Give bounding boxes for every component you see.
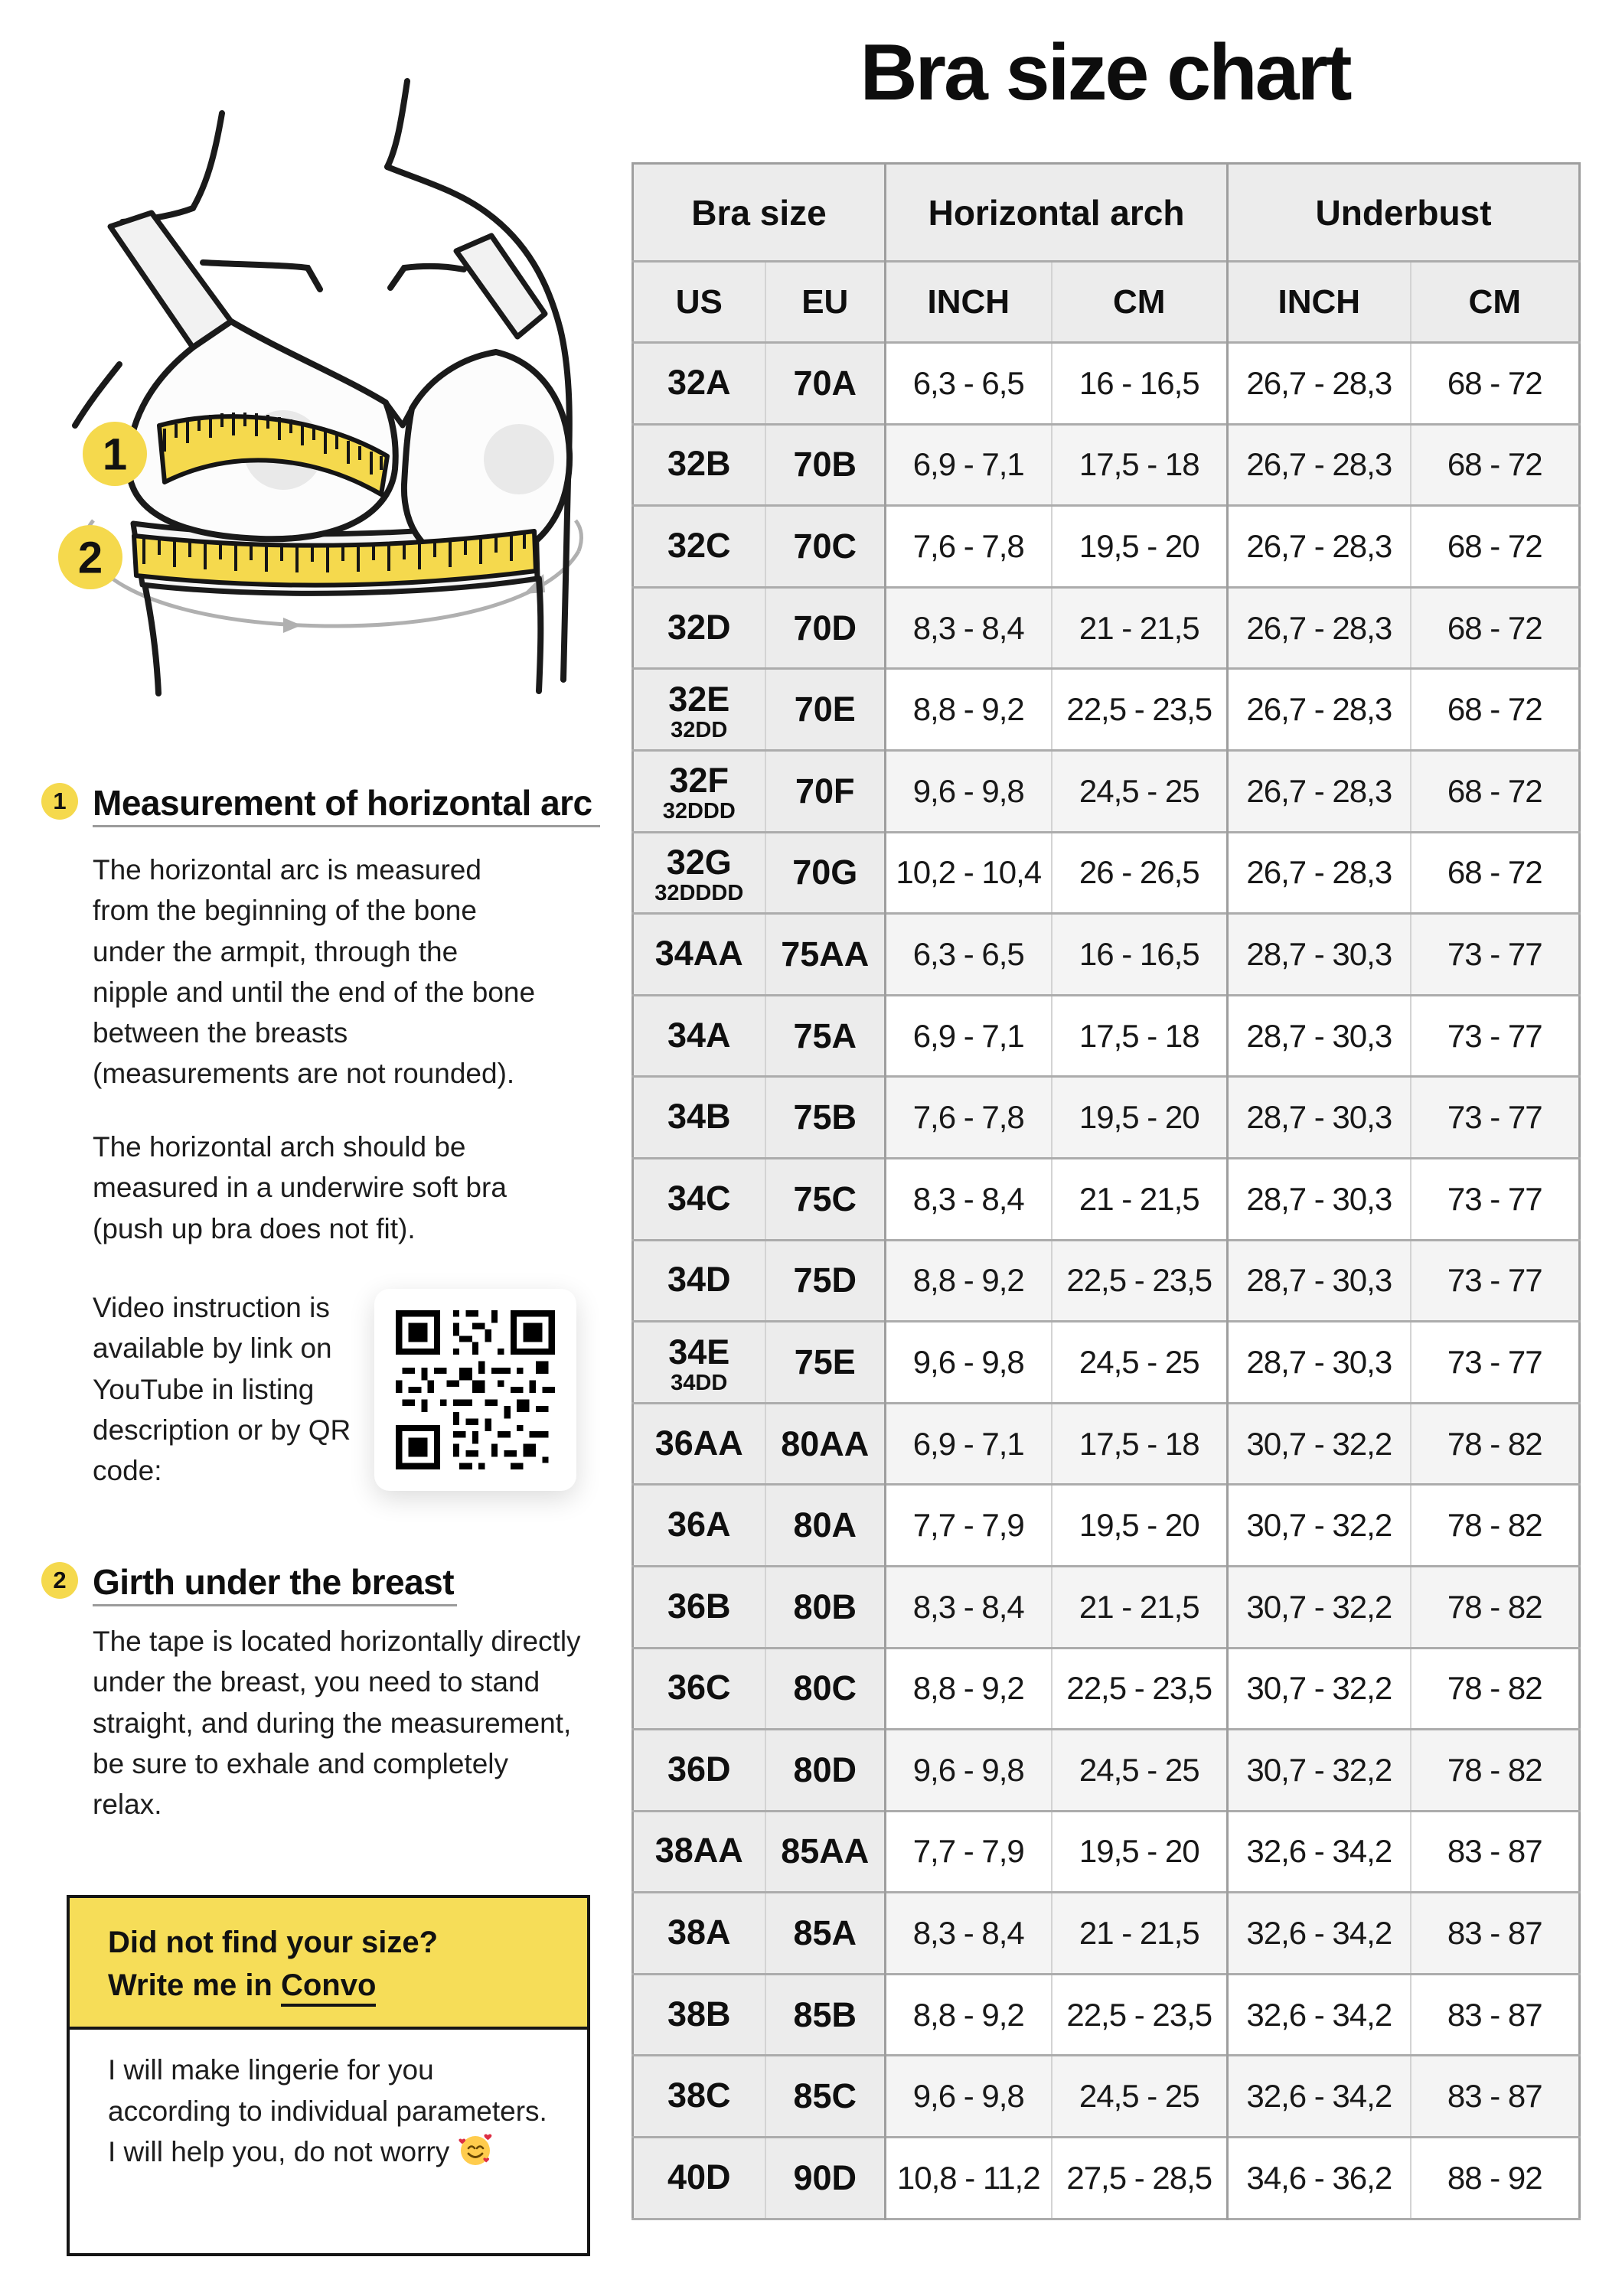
underbust-inch-cell: 32,6 - 34,2 [1228, 1974, 1411, 2056]
eu-size-cell: 80AA [765, 1403, 886, 1485]
us-size-label: 36C [667, 1668, 731, 1707]
table-row [633, 1974, 1580, 2056]
table-row [633, 995, 1580, 1077]
table-row [633, 343, 1580, 425]
us-size-label: 36D [667, 1749, 731, 1789]
us-size-cell [633, 1974, 765, 2056]
eu-size-cell: 85A [765, 1893, 886, 1975]
eu-size-cell: 85AA [765, 1811, 886, 1893]
us-size-cell [633, 1240, 765, 1322]
callout-body-text: I will make lingerie for you according to individual parameters. I will help you, do not worry [108, 2054, 547, 2168]
callout-body [70, 2030, 587, 2173]
underbust-inch-cell: 26,7 - 28,3 [1228, 750, 1411, 832]
table-row [633, 506, 1580, 588]
underbust-inch-cell: 28,7 - 30,3 [1228, 1240, 1411, 1322]
us-size-cell [633, 1730, 765, 1812]
us-size-label: 34AA [654, 933, 743, 973]
us-size-cell [633, 1077, 765, 1159]
section-1-heading: Measurement of horizontal arc [93, 783, 592, 823]
arch-cm-cell: 24,5 - 25 [1052, 2056, 1228, 2138]
us-sub-label: 32DD [671, 717, 728, 742]
eu-size-cell: 70G [765, 832, 886, 914]
arch-cm-cell: 19,5 - 20 [1052, 1077, 1228, 1159]
callout-heading [70, 1898, 587, 2030]
us-size-label: 32B [667, 444, 731, 484]
callout-heading-line-2-prefix: Write me in [108, 1968, 281, 2002]
underbust-cm-cell: 68 - 72 [1411, 424, 1580, 506]
underbust-cm-cell: 68 - 72 [1411, 506, 1580, 588]
arch-inch-cell: 10,2 - 10,4 [886, 832, 1052, 914]
eu-size-cell: 70E [765, 669, 886, 751]
arch-inch-cell: 6,9 - 7,1 [886, 995, 1052, 1077]
us-size-cell [633, 1648, 765, 1730]
table-row [633, 1322, 1580, 1404]
arch-inch-cell: 8,8 - 9,2 [886, 1974, 1052, 2056]
underbust-inch-cell: 26,7 - 28,3 [1228, 506, 1411, 588]
eu-size-cell: 75E [765, 1322, 886, 1404]
table-row [633, 1077, 1580, 1159]
table-row [633, 1485, 1580, 1567]
table-row [633, 832, 1580, 914]
arch-inch-cell: 6,3 - 6,5 [886, 343, 1052, 425]
table-row [633, 2056, 1580, 2138]
us-size-label: 32G [666, 843, 732, 882]
marker-2 [58, 525, 122, 589]
arch-cm-cell: 21 - 21,5 [1052, 587, 1228, 669]
col-header-eu: EU [765, 262, 886, 343]
section-2-number: 2 [53, 1567, 67, 1593]
arch-cm-cell: 17,5 - 18 [1052, 995, 1228, 1077]
table-row [633, 1403, 1580, 1485]
group-header-underbust: Underbust [1228, 164, 1580, 262]
underbust-inch-cell: 34,6 - 36,2 [1228, 2138, 1411, 2219]
qr-code [396, 1310, 555, 1469]
table-row [633, 424, 1580, 506]
us-size-cell [633, 1893, 765, 1975]
arch-inch-cell: 9,6 - 9,8 [886, 1730, 1052, 1812]
eu-size-cell: 75C [765, 1158, 886, 1240]
col-header-arch-cm: CM [1052, 262, 1228, 343]
size-table [632, 162, 1581, 2220]
underbust-inch-cell: 28,7 - 30,3 [1228, 1322, 1411, 1404]
us-size-label: 34C [667, 1178, 731, 1218]
convo-link[interactable]: Convo [281, 1968, 376, 2007]
underbust-cm-cell: 88 - 92 [1411, 2138, 1580, 2219]
arch-cm-cell: 26 - 26,5 [1052, 832, 1228, 914]
arch-inch-cell: 8,8 - 9,2 [886, 1240, 1052, 1322]
section-2-para-1: The tape is located horizontally directly under the breast, you need to stand straight, and during the measurement, be sure to exhale and completely relax. [93, 1626, 581, 1821]
arch-inch-cell: 8,8 - 9,2 [886, 669, 1052, 751]
underbust-inch-cell: 28,7 - 30,3 [1228, 1077, 1411, 1159]
us-size-label: 38C [667, 2076, 731, 2115]
us-size-cell [633, 1403, 765, 1485]
us-size-cell [633, 1485, 765, 1567]
underbust-inch-cell: 28,7 - 30,3 [1228, 1158, 1411, 1240]
underbust-cm-cell: 73 - 77 [1411, 995, 1580, 1077]
section-1-number: 1 [53, 788, 67, 814]
us-size-cell [633, 343, 765, 425]
section-1-number-badge [41, 783, 78, 820]
table-row [633, 1811, 1580, 1893]
underbust-cm-cell: 68 - 72 [1411, 343, 1580, 425]
arch-cm-cell: 21 - 21,5 [1052, 1566, 1228, 1648]
arch-cm-cell: 24,5 - 25 [1052, 750, 1228, 832]
us-size-label: 32D [667, 607, 731, 647]
underbust-cm-cell: 78 - 82 [1411, 1485, 1580, 1567]
callout-heading-line-2 [108, 1964, 587, 2007]
eu-size-cell: 75B [765, 1077, 886, 1159]
us-size-cell [633, 1811, 765, 1893]
underbust-inch-cell: 30,7 - 32,2 [1228, 1648, 1411, 1730]
arch-cm-cell: 24,5 - 25 [1052, 1730, 1228, 1812]
right-strap [456, 236, 545, 337]
underbust-inch-cell: 32,6 - 34,2 [1228, 1811, 1411, 1893]
us-size-label: 38AA [654, 1831, 743, 1870]
arch-cm-cell: 19,5 - 20 [1052, 506, 1228, 588]
qr-card [374, 1289, 576, 1491]
video-note: Video instruction is available by link on YouTube in listing description or by QR code: [93, 1292, 351, 1487]
eu-size-cell: 70C [765, 506, 886, 588]
arch-inch-cell: 8,3 - 8,4 [886, 1893, 1052, 1975]
eu-size-cell: 90D [765, 2138, 886, 2219]
marker-1 [83, 422, 147, 486]
underbust-cm-cell: 68 - 72 [1411, 669, 1580, 751]
size-table-body [633, 343, 1580, 2219]
arch-inch-cell: 8,3 - 8,4 [886, 587, 1052, 669]
underbust-inch-cell: 26,7 - 28,3 [1228, 669, 1411, 751]
arch-inch-cell: 8,3 - 8,4 [886, 1158, 1052, 1240]
col-header-us: US [633, 262, 765, 343]
eu-size-cell: 70D [765, 587, 886, 669]
svg-text:2: 2 [77, 533, 103, 583]
eu-size-cell: 75D [765, 1240, 886, 1322]
arch-inch-cell: 7,7 - 7,9 [886, 1811, 1052, 1893]
arch-cm-cell: 16 - 16,5 [1052, 914, 1228, 996]
arch-inch-cell: 9,6 - 9,8 [886, 1322, 1052, 1404]
us-size-label: 36A [667, 1505, 731, 1544]
left-strap [110, 213, 231, 347]
underbust-cm-cell: 78 - 82 [1411, 1403, 1580, 1485]
underbust-cm-cell: 83 - 87 [1411, 1893, 1580, 1975]
underbust-inch-cell: 30,7 - 32,2 [1228, 1485, 1411, 1567]
underbust-cm-cell: 83 - 87 [1411, 1974, 1580, 2056]
underbust-inch-cell: 26,7 - 28,3 [1228, 587, 1411, 669]
us-size-label: 36AA [654, 1423, 743, 1463]
eu-size-cell: 70A [765, 343, 886, 425]
section-1-para-1: The horizontal arc is measured from the beginning of the bone under the armpit, through the nipple and until the end of the bone between the breasts (measurements are not rounded). [93, 854, 536, 1090]
us-size-label: 34A [667, 1015, 731, 1055]
underbust-cm-cell: 78 - 82 [1411, 1566, 1580, 1648]
us-sub-label: 34DD [671, 1370, 728, 1395]
arch-inch-cell: 6,3 - 6,5 [886, 914, 1052, 996]
underbust-inch-cell: 28,7 - 30,3 [1228, 995, 1411, 1077]
arch-inch-cell: 6,9 - 7,1 [886, 424, 1052, 506]
underbust-cm-cell: 78 - 82 [1411, 1648, 1580, 1730]
table-row [633, 1648, 1580, 1730]
arch-cm-cell: 24,5 - 25 [1052, 1322, 1228, 1404]
arch-inch-cell: 10,8 - 11,2 [886, 2138, 1052, 2219]
table-row [633, 750, 1580, 832]
underbust-inch-cell: 26,7 - 28,3 [1228, 832, 1411, 914]
eu-size-cell: 80B [765, 1566, 886, 1648]
us-size-cell [633, 995, 765, 1077]
right-areola [484, 424, 554, 494]
us-size-cell [633, 2138, 765, 2219]
us-size-cell [633, 2056, 765, 2138]
section-2-number-badge [41, 1562, 78, 1599]
underbust-inch-cell: 32,6 - 34,2 [1228, 1893, 1411, 1975]
us-size-cell [633, 750, 765, 832]
section-2-heading-underline [93, 1604, 457, 1606]
us-size-cell [633, 914, 765, 996]
us-size-label: 34E [668, 1332, 730, 1371]
callout-heading-line-1: Did not find your size? [108, 1926, 439, 1959]
page-title: Bra size chart [860, 28, 1350, 117]
underbust-cm-cell: 73 - 77 [1411, 1322, 1580, 1404]
smiling-face-with-hearts-emoji [458, 2132, 493, 2167]
us-size-cell [633, 424, 765, 506]
arch-cm-cell: 22,5 - 23,5 [1052, 669, 1228, 751]
arch-cm-cell: 17,5 - 18 [1052, 1403, 1228, 1485]
underbust-inch-cell: 26,7 - 28,3 [1228, 424, 1411, 506]
us-size-cell [633, 587, 765, 669]
table-row [633, 1240, 1580, 1322]
arch-inch-cell: 8,3 - 8,4 [886, 1566, 1052, 1648]
eu-size-cell: 80D [765, 1730, 886, 1812]
arch-inch-cell: 9,6 - 9,8 [886, 2056, 1052, 2138]
us-size-label: 38A [667, 1913, 731, 1952]
us-sub-label: 32DDDD [654, 881, 744, 906]
underbust-cm-cell: 83 - 87 [1411, 2056, 1580, 2138]
col-header-arch-inch: INCH [886, 262, 1052, 343]
underbust-inch-cell: 26,7 - 28,3 [1228, 343, 1411, 425]
us-size-label: 32E [668, 679, 730, 719]
underbust-cm-cell: 73 - 77 [1411, 1077, 1580, 1159]
arch-cm-cell: 19,5 - 20 [1052, 1811, 1228, 1893]
arch-cm-cell: 22,5 - 23,5 [1052, 1240, 1228, 1322]
us-sub-label: 32DDD [662, 799, 736, 824]
arch-inch-cell: 7,6 - 7,8 [886, 1077, 1052, 1159]
arch-cm-cell: 22,5 - 23,5 [1052, 1974, 1228, 2056]
callout-box [67, 1895, 590, 2256]
underbust-cm-cell: 83 - 87 [1411, 1811, 1580, 1893]
eu-size-cell: 85B [765, 1974, 886, 2056]
eu-size-cell: 70B [765, 424, 886, 506]
underbust-inch-cell: 32,6 - 34,2 [1228, 2056, 1411, 2138]
col-header-underbust-inch: INCH [1228, 262, 1411, 343]
section-1-heading-underline [93, 825, 600, 827]
us-size-cell [633, 506, 765, 588]
eu-size-cell: 75A [765, 995, 886, 1077]
table-row [633, 1566, 1580, 1648]
arch-inch-cell: 7,7 - 7,9 [886, 1485, 1052, 1567]
section-1-para-2: The horizontal arch should be measured in a underwire soft bra (push up bra does not fit). [93, 1131, 507, 1244]
table-row [633, 2138, 1580, 2219]
arch-cm-cell: 17,5 - 18 [1052, 424, 1228, 506]
table-row [633, 1730, 1580, 1812]
table-sub-header-row [633, 262, 1580, 343]
eu-size-cell: 75AA [765, 914, 886, 996]
us-size-label: 40D [667, 2157, 731, 2197]
underbust-inch-cell: 30,7 - 32,2 [1228, 1403, 1411, 1485]
arch-cm-cell: 21 - 21,5 [1052, 1158, 1228, 1240]
eu-size-cell: 80C [765, 1648, 886, 1730]
table-row [633, 587, 1580, 669]
underbust-cm-cell: 68 - 72 [1411, 832, 1580, 914]
bra-measure-figure [31, 67, 612, 703]
us-size-cell [633, 1158, 765, 1240]
measurement-illustration [31, 67, 612, 703]
underbust-cm-cell: 73 - 77 [1411, 914, 1580, 996]
underbust-inch-cell: 28,7 - 30,3 [1228, 914, 1411, 996]
underbust-cm-cell: 73 - 77 [1411, 1158, 1580, 1240]
arch-inch-cell: 6,9 - 7,1 [886, 1403, 1052, 1485]
eu-size-cell: 70F [765, 750, 886, 832]
underbust-cm-cell: 73 - 77 [1411, 1240, 1580, 1322]
us-size-label: 38B [667, 1994, 731, 2033]
arch-cm-cell: 16 - 16,5 [1052, 343, 1228, 425]
arch-cm-cell: 27,5 - 28,5 [1052, 2138, 1228, 2219]
table-row [633, 914, 1580, 996]
us-size-cell [633, 1322, 765, 1404]
table-row [633, 1158, 1580, 1240]
underbust-cm-cell: 78 - 82 [1411, 1730, 1580, 1812]
us-size-cell [633, 832, 765, 914]
us-size-cell [633, 1566, 765, 1648]
table-row [633, 1893, 1580, 1975]
arch-inch-cell: 7,6 - 7,8 [886, 506, 1052, 588]
arch-cm-cell: 22,5 - 23,5 [1052, 1648, 1228, 1730]
arch-cm-cell: 21 - 21,5 [1052, 1893, 1228, 1975]
arch-inch-cell: 8,8 - 9,2 [886, 1648, 1052, 1730]
us-size-label: 32C [667, 525, 731, 565]
group-header-horizontal-arch: Horizontal arch [886, 164, 1228, 262]
table-row [633, 669, 1580, 751]
us-size-label: 34D [667, 1260, 731, 1300]
underbust-cm-cell: 68 - 72 [1411, 587, 1580, 669]
underbust-inch-cell: 30,7 - 32,2 [1228, 1730, 1411, 1812]
eu-size-cell: 80A [765, 1485, 886, 1567]
underbust-cm-cell: 68 - 72 [1411, 750, 1580, 832]
arch-inch-cell: 9,6 - 9,8 [886, 750, 1052, 832]
section-2-heading: Girth under the breast [93, 1562, 455, 1602]
eu-size-cell: 85C [765, 2056, 886, 2138]
underbust-inch-cell: 30,7 - 32,2 [1228, 1566, 1411, 1648]
svg-text:1: 1 [102, 429, 128, 480]
table-group-header-row [633, 164, 1580, 262]
group-header-bra-size: Bra size [633, 164, 886, 262]
us-size-cell [633, 669, 765, 751]
us-size-label: 32F [669, 761, 729, 801]
us-size-label: 32A [667, 362, 731, 402]
us-size-label: 36B [667, 1586, 731, 1626]
arch-cm-cell: 19,5 - 20 [1052, 1485, 1228, 1567]
us-size-label: 34B [667, 1097, 731, 1137]
col-header-underbust-cm: CM [1411, 262, 1580, 343]
